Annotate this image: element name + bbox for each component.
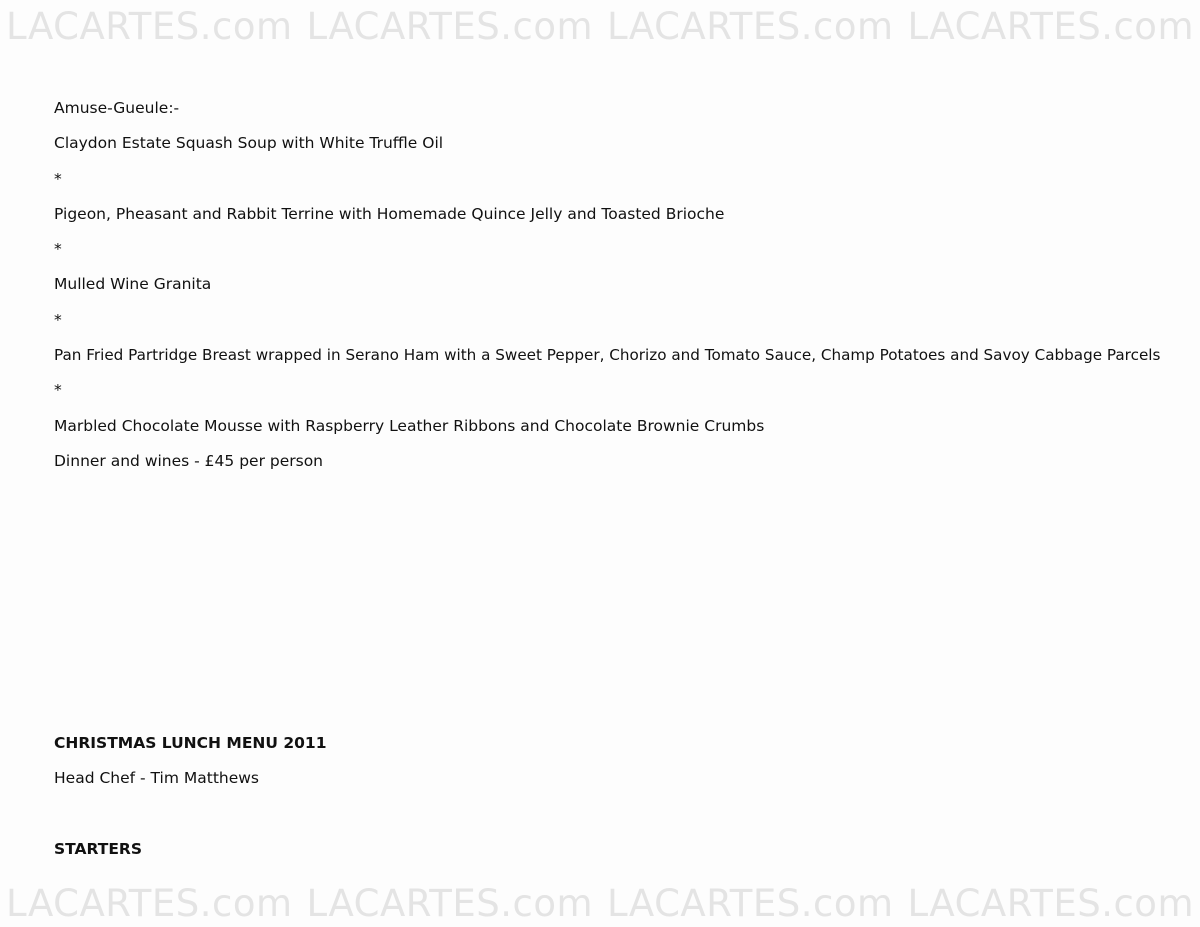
watermark-text: LACARTES.com: [306, 5, 594, 48]
course-separator: *: [54, 311, 62, 329]
watermark-text: LACARTES.com: [606, 5, 894, 48]
watermark-text: LACARTES.com: [306, 882, 594, 925]
watermark-text: LACARTES.com: [6, 5, 293, 48]
course-separator: *: [54, 170, 62, 188]
menu-course: Pan Fried Partridge Breast wrapped in Serano Ham with a Sweet Pepper, Chorizo and Tomato Sauce, Champ Potatoes and Savoy Cabbage Parcels: [54, 346, 1161, 364]
menu-course: Pigeon, Pheasant and Rabbit Terrine with Homemade Quince Jelly and Toasted Brioche: [54, 205, 725, 223]
course-separator: *: [54, 381, 62, 399]
menu-course: Mulled Wine Granita: [54, 275, 212, 293]
price-line: Dinner and wines - £45 per person: [54, 452, 323, 470]
starters-heading: STARTERS: [54, 840, 143, 858]
watermark-bottom: [0, 882, 1200, 925]
head-chef-line: Head Chef - Tim Matthews: [54, 769, 260, 787]
watermark-text: LACARTES.com: [6, 882, 293, 925]
watermark-text: LACARTES.com: [907, 882, 1194, 925]
lunch-menu-title: CHRISTMAS LUNCH MENU 2011: [54, 734, 327, 752]
course-separator: *: [54, 240, 62, 258]
menu-course: Claydon Estate Squash Soup with White Truffle Oil: [54, 134, 444, 152]
watermark-top: [0, 5, 1200, 48]
watermark-text: LACARTES.com: [907, 5, 1194, 48]
menu-course: Marbled Chocolate Mousse with Raspberry Leather Ribbons and Chocolate Brownie Crumbs: [54, 417, 765, 435]
amuse-gueule-heading: Amuse-Gueule:-: [54, 99, 180, 117]
watermark-text: LACARTES.com: [606, 882, 894, 925]
